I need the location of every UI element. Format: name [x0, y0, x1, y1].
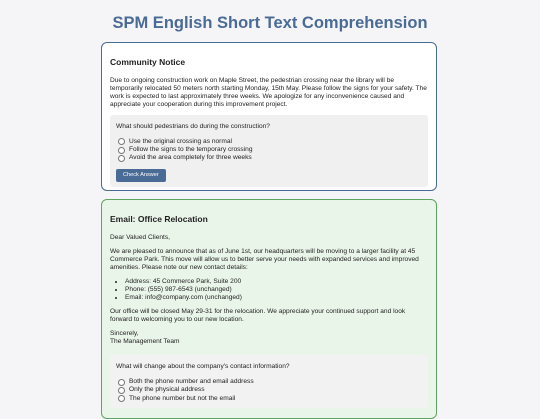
- signature-line: The Management Team: [110, 337, 180, 345]
- option-label: Avoid the area completely for three weeks: [129, 154, 252, 162]
- list-item: • Phone: (555) 987-6543 (unchanged): [125, 286, 428, 294]
- answer-option[interactable]: [116, 395, 422, 403]
- radio-button[interactable]: [118, 155, 125, 162]
- radio-button[interactable]: [118, 379, 125, 386]
- answer-option[interactable]: [116, 138, 422, 146]
- radio-button[interactable]: [118, 147, 125, 154]
- question-text: What will change about the company's contact information?: [116, 362, 290, 370]
- office-relocation-card: [101, 199, 437, 419]
- question-box: [110, 355, 428, 408]
- email-signature: [110, 330, 428, 346]
- answer-option[interactable]: [116, 154, 422, 162]
- signature-line: Sincerely,: [110, 330, 139, 338]
- answer-option[interactable]: [116, 378, 422, 386]
- option-label: Use the original crossing as normal: [129, 137, 232, 145]
- answer-option[interactable]: [116, 386, 422, 394]
- email-body: Our office will be closed May 29-31 for the relocation. We appreciate your continued support and look forward to welcoming you to our new location.: [110, 308, 406, 324]
- answer-option[interactable]: [116, 146, 422, 154]
- contact-details-list: [110, 278, 428, 303]
- option-label: Both the phone number and email address: [129, 377, 254, 385]
- option-label: The phone number but not the email: [129, 394, 236, 402]
- question-box: [110, 115, 428, 187]
- option-label: Follow the signs to the temporary crossing: [129, 146, 253, 154]
- card-title: Email: Office Relocation: [110, 214, 208, 224]
- card-title: Community Notice: [110, 57, 186, 67]
- email-greeting: Dear Valued Clients,: [110, 234, 170, 241]
- community-notice-card: [101, 42, 437, 191]
- radio-button[interactable]: [118, 395, 125, 402]
- option-label: Only the physical address: [129, 386, 205, 394]
- check-answer-button[interactable]: Check Answer: [116, 169, 166, 182]
- question-text: What should pedestrians do during the construction?: [116, 122, 270, 130]
- radio-button[interactable]: [118, 138, 125, 145]
- notice-text: Due to ongoing construction work on Maple Street, the pedestrian crossing near the library will be temporarily relocated 50 meters north starting Monday, 15th May. Please follow the signs for your safety. The work is expected to last approximately three weeks. We apologize for any inconvenience caused and appreciate your cooperation during this improvement project.: [110, 77, 427, 108]
- list-item: • Email: info@company.com (unchanged): [125, 294, 428, 302]
- radio-button[interactable]: [118, 387, 125, 394]
- email-body: We are pleased to announce that as of June 1st, our headquarters will be moving to a larger facility at 45 Commerce Park. This move will allow us to better serve your needs with expanded services and improved amenities. Please note our new contact details:: [110, 247, 419, 271]
- page-title: SPM English Short Text Comprehension: [112, 14, 428, 32]
- list-item: • Address: 45 Commerce Park, Suite 200: [125, 278, 428, 286]
